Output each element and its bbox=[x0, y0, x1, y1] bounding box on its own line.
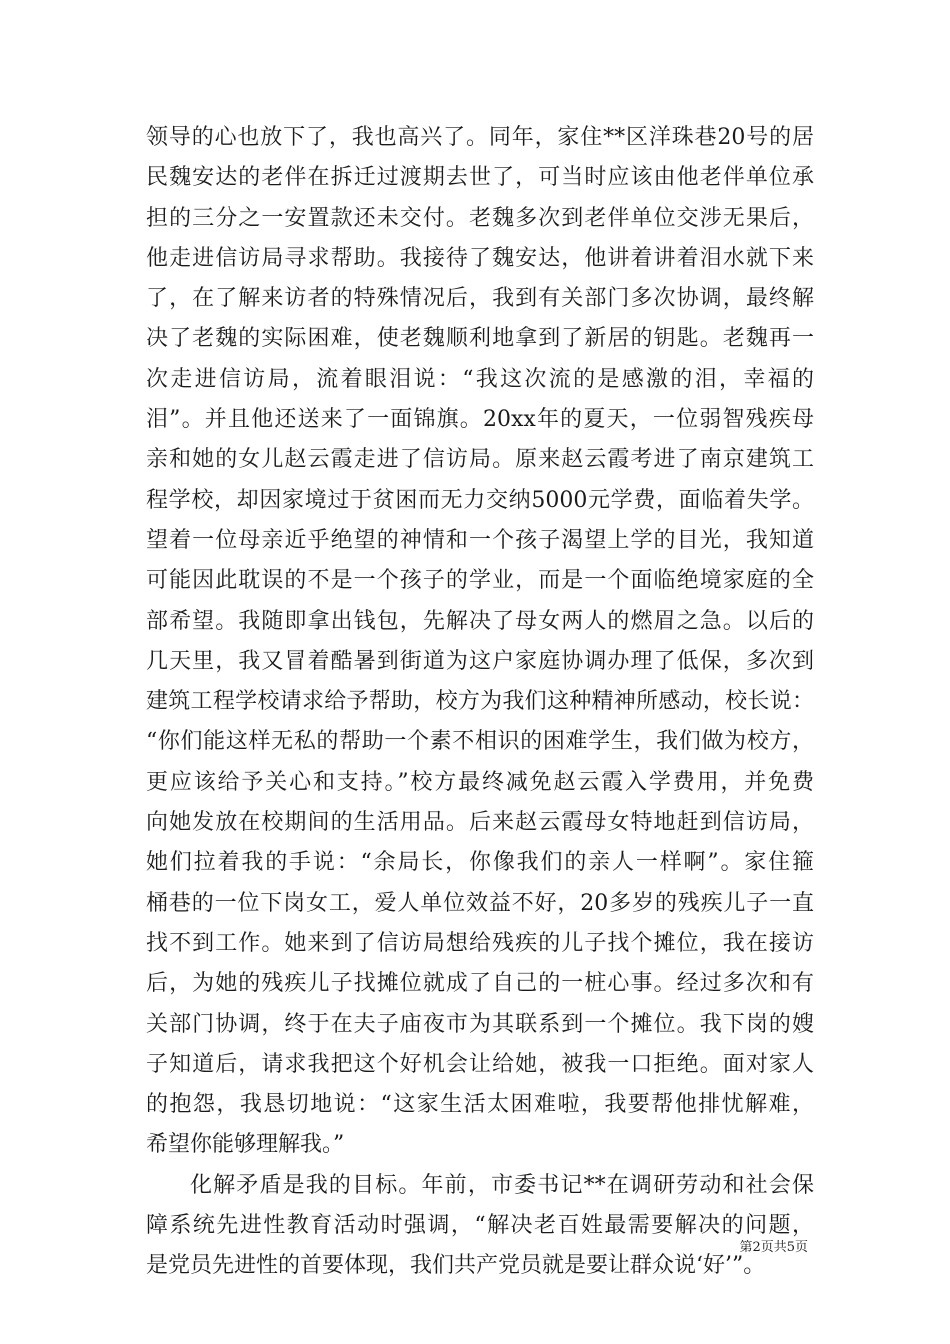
text-line: 子知道后，请求我把这个好机会让给她，被我一口拒绝。面对家人 bbox=[146, 1051, 814, 1077]
text-line: 是党员先进性的首要体现，我们共产党员就是要让群众说‘好’”。 bbox=[146, 1253, 766, 1279]
text-line: 桶巷的一位下岗女工，爱人单位效益不好，20多岁的残疾儿子一直 bbox=[146, 890, 814, 916]
text-line: “你们能这样无私的帮助一个素不相识的困难学生，我们做为校方， bbox=[146, 729, 814, 755]
text-line: 希望你能够理解我。” bbox=[146, 1132, 345, 1158]
text-line: 担的三分之一安置款还未交付。老魏多次到老伴单位交涉无果后， bbox=[146, 205, 814, 231]
text-line: 障系统先进性教育活动时强调，“解决老百姓最需要解决的问题， bbox=[146, 1213, 814, 1239]
body-text bbox=[146, 118, 814, 1287]
text-line: 找不到工作。她来到了信访局想给残疾的儿子找个摊位，我在接访 bbox=[146, 930, 814, 956]
text-line: 部希望。我随即拿出钱包，先解决了母女两人的燃眉之急。以后的 bbox=[146, 608, 814, 634]
text-line: 后，为她的残疾儿子找摊位就成了自己的一桩心事。经过多次和有 bbox=[146, 971, 814, 997]
text-line: 更应该给予关心和支持。”校方最终减免赵云霞入学费用，并免费 bbox=[146, 769, 814, 795]
text-line: 的抱怨，我恳切地说：“这家生活太困难啦，我要帮他排忧解难， bbox=[146, 1092, 814, 1118]
text-line: 领导的心也放下了，我也高兴了。同年，家住**区洋珠巷20号的居 bbox=[146, 125, 814, 150]
text-line: 他走进信访局寻求帮助。我接待了魏安达，他讲着讲着泪水就下来 bbox=[146, 245, 814, 271]
text-line: 程学校，却因家境过于贫困而无力交纳5000元学费，面临着失学。 bbox=[146, 487, 814, 513]
text-line: 泪”。并且他还送来了一面锦旗。20xx年的夏天，一位弱智残疾母 bbox=[146, 407, 814, 433]
text-line: 望着一位母亲近乎绝望的神情和一个孩子渴望上学的目光，我知道 bbox=[146, 527, 814, 553]
text-line: 关部门协调，终于在夫子庙夜市为其联系到一个摊位。我下岗的嫂 bbox=[146, 1011, 814, 1037]
text-line: 民魏安达的老伴在拆迁过渡期去世了，可当时应该由他老伴单位承 bbox=[146, 165, 814, 191]
text-line: 化解矛盾是我的目标。年前，市委书记**在调研劳动和社会保 bbox=[190, 1172, 814, 1198]
text-line: 次走进信访局，流着眼泪说：“我这次流的是感激的泪，幸福的 bbox=[146, 366, 814, 392]
text-line: 建筑工程学校请求给予帮助，校方为我们这种精神所感动，校长说： bbox=[146, 689, 814, 715]
paragraph-2 bbox=[146, 1166, 814, 1287]
text-line: 几天里，我又冒着酷暑到街道为这户家庭协调办理了低保，多次到 bbox=[146, 648, 814, 674]
text-line: 亲和她的女儿赵云霞走进了信访局。原来赵云霞考进了南京建筑工 bbox=[146, 447, 814, 473]
text-line: 她们拉着我的手说：“余局长，你像我们的亲人一样啊”。家住箍 bbox=[146, 850, 814, 876]
paragraph-1 bbox=[146, 118, 814, 1166]
text-line: 了，在了解来访者的特殊情况后，我到有关部门多次协调，最终解 bbox=[146, 286, 814, 312]
text-line: 向她发放在校期间的生活用品。后来赵云霞母女特地赶到信访局， bbox=[146, 810, 814, 836]
text-line: 决了老魏的实际困难，使老魏顺利地拿到了新居的钥匙。老魏再一 bbox=[146, 326, 814, 352]
page-number: 第2页共5页 bbox=[739, 1240, 808, 1255]
text-line: 可能因此耽误的不是一个孩子的学业，而是一个面临绝境家庭的全 bbox=[146, 568, 814, 594]
